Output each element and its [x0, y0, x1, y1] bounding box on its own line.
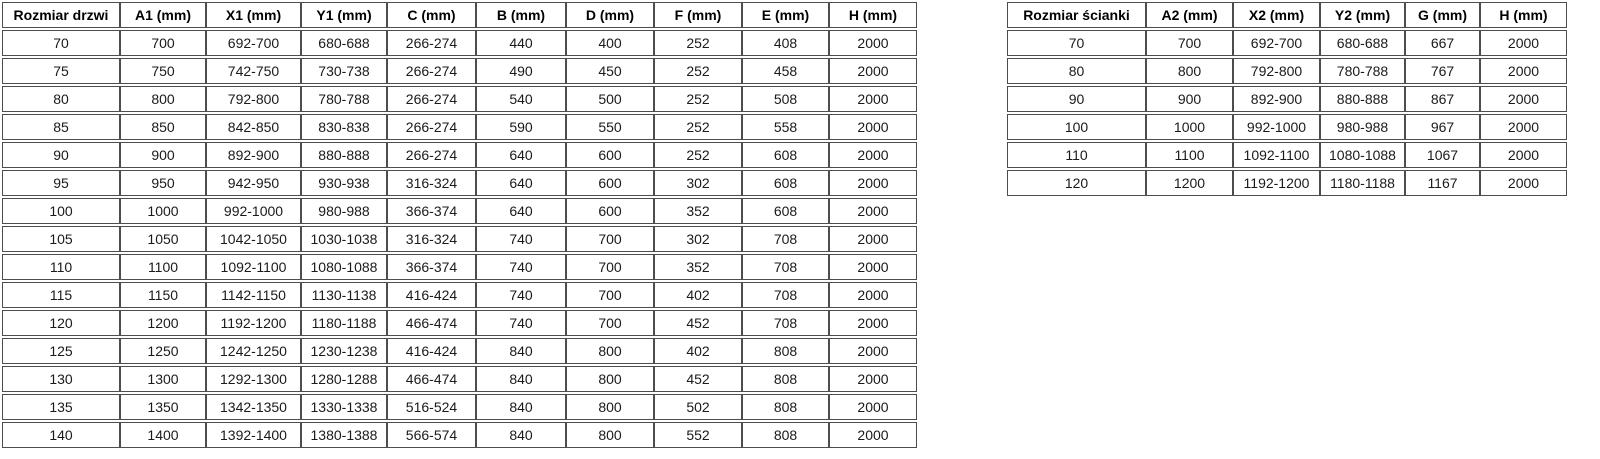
table-cell: 640 — [476, 198, 566, 224]
table-cell: 1000 — [1146, 114, 1233, 140]
column-header: D (mm) — [566, 2, 654, 28]
table-cell: 266-274 — [387, 30, 476, 56]
table-cell: 700 — [1146, 30, 1233, 56]
table-cell: 1030-1038 — [301, 226, 387, 252]
column-header: C (mm) — [387, 2, 476, 28]
table-cell: 1350 — [120, 394, 206, 420]
table-cell: 1092-1100 — [1233, 142, 1320, 168]
table-cell: 942-950 — [206, 170, 301, 196]
table-cell: 950 — [120, 170, 206, 196]
table-cell: 1280-1288 — [301, 366, 387, 392]
table-cell: 1100 — [1146, 142, 1233, 168]
table-cell: 708 — [742, 254, 829, 280]
table-cell: 2000 — [829, 58, 917, 84]
table-cell: 1042-1050 — [206, 226, 301, 252]
table-cell: 700 — [566, 310, 654, 336]
table-cell: 1300 — [120, 366, 206, 392]
table-cell: 80 — [2, 86, 120, 112]
table-cell: 252 — [654, 114, 742, 140]
table-cell: 400 — [566, 30, 654, 56]
table-cell: 1092-1100 — [206, 254, 301, 280]
table-cell: 708 — [742, 282, 829, 308]
table-cell: 450 — [566, 58, 654, 84]
table-cell: 1292-1300 — [206, 366, 301, 392]
table-cell: 808 — [742, 394, 829, 420]
table-cell: 416-424 — [387, 282, 476, 308]
table-cell: 590 — [476, 114, 566, 140]
table-cell: 880-888 — [1320, 86, 1405, 112]
table-cell: 840 — [476, 422, 566, 448]
table-cell: 2000 — [829, 338, 917, 364]
table-cell: 1250 — [120, 338, 206, 364]
table-cell: 1150 — [120, 282, 206, 308]
table-cell: 1230-1238 — [301, 338, 387, 364]
table-cell: 100 — [2, 198, 120, 224]
table-cell: 1080-1088 — [1320, 142, 1405, 168]
column-header: A2 (mm) — [1146, 2, 1233, 28]
table-cell: 800 — [566, 366, 654, 392]
table-cell: 792-800 — [206, 86, 301, 112]
table-row — [1007, 58, 1567, 84]
table-cell: 120 — [1007, 170, 1146, 196]
table-cell: 408 — [742, 30, 829, 56]
column-header: B (mm) — [476, 2, 566, 28]
column-header: Y1 (mm) — [301, 2, 387, 28]
table-cell: 700 — [566, 254, 654, 280]
table-cell: 800 — [566, 338, 654, 364]
table-cell: 1080-1088 — [301, 254, 387, 280]
table-cell: 2000 — [1480, 142, 1567, 168]
table-cell: 1167 — [1405, 170, 1480, 196]
table-cell: 416-424 — [387, 338, 476, 364]
table-cell: 800 — [566, 422, 654, 448]
table-cell: 266-274 — [387, 86, 476, 112]
column-header: Rozmiar drzwi — [2, 2, 120, 28]
table-cell: 500 — [566, 86, 654, 112]
table-cell: 266-274 — [387, 142, 476, 168]
table-cell: 2000 — [829, 422, 917, 448]
table-cell: 808 — [742, 338, 829, 364]
table-cell: 100 — [1007, 114, 1146, 140]
table-cell: 2000 — [1480, 58, 1567, 84]
door-dimensions-table — [2, 0, 917, 450]
table-row — [2, 282, 917, 308]
wall-table-header-row — [1007, 2, 1567, 28]
table-row — [2, 254, 917, 280]
table-cell: 980-988 — [301, 198, 387, 224]
table-cell: 550 — [566, 114, 654, 140]
table-cell: 110 — [1007, 142, 1146, 168]
table-row — [2, 30, 917, 56]
table-cell: 692-700 — [206, 30, 301, 56]
table-cell: 840 — [476, 338, 566, 364]
table-cell: 840 — [476, 366, 566, 392]
table-cell: 708 — [742, 310, 829, 336]
table-cell: 680-688 — [301, 30, 387, 56]
table-cell: 252 — [654, 142, 742, 168]
wall-dimensions-table — [1007, 0, 1567, 198]
table-cell: 1200 — [1146, 170, 1233, 196]
table-cell: 70 — [1007, 30, 1146, 56]
table-cell: 730-738 — [301, 58, 387, 84]
table-cell: 608 — [742, 170, 829, 196]
table-row — [2, 226, 917, 252]
table-cell: 2000 — [1480, 170, 1567, 196]
table-cell: 490 — [476, 58, 566, 84]
table-cell: 1142-1150 — [206, 282, 301, 308]
table-cell: 780-788 — [301, 86, 387, 112]
table-cell: 740 — [476, 282, 566, 308]
table-cell: 800 — [120, 86, 206, 112]
table-cell: 1180-1188 — [1320, 170, 1405, 196]
table-cell: 600 — [566, 198, 654, 224]
table-cell: 892-900 — [206, 142, 301, 168]
table-cell: 70 — [2, 30, 120, 56]
table-cell: 508 — [742, 86, 829, 112]
table-cell: 2000 — [829, 254, 917, 280]
table-cell: 980-988 — [1320, 114, 1405, 140]
table-cell: 850 — [120, 114, 206, 140]
table-cell: 1180-1188 — [301, 310, 387, 336]
table-cell: 1392-1400 — [206, 422, 301, 448]
table-row — [2, 394, 917, 420]
table-cell: 840 — [476, 394, 566, 420]
table-cell: 800 — [1146, 58, 1233, 84]
table-cell: 608 — [742, 142, 829, 168]
table-cell: 742-750 — [206, 58, 301, 84]
table-cell: 2000 — [1480, 114, 1567, 140]
table-cell: 458 — [742, 58, 829, 84]
table-cell: 110 — [2, 254, 120, 280]
table-cell: 1130-1138 — [301, 282, 387, 308]
table-cell: 792-800 — [1233, 58, 1320, 84]
table-cell: 740 — [476, 310, 566, 336]
table-row — [2, 310, 917, 336]
table-cell: 700 — [120, 30, 206, 56]
table-row — [2, 338, 917, 364]
table-cell: 440 — [476, 30, 566, 56]
table-row — [1007, 86, 1567, 112]
table-row — [1007, 170, 1567, 196]
table-cell: 750 — [120, 58, 206, 84]
table-cell: 105 — [2, 226, 120, 252]
table-cell: 880-888 — [301, 142, 387, 168]
table-cell: 2000 — [829, 198, 917, 224]
table-cell: 2000 — [829, 30, 917, 56]
table-cell: 2000 — [829, 394, 917, 420]
table-cell: 740 — [476, 226, 566, 252]
table-cell: 2000 — [829, 170, 917, 196]
table-cell: 2000 — [829, 142, 917, 168]
table-cell: 125 — [2, 338, 120, 364]
table-cell: 466-474 — [387, 310, 476, 336]
table-cell: 252 — [654, 58, 742, 84]
column-header: Y2 (mm) — [1320, 2, 1405, 28]
column-header: X2 (mm) — [1233, 2, 1320, 28]
table-cell: 316-324 — [387, 226, 476, 252]
table-cell: 608 — [742, 198, 829, 224]
table-row — [2, 170, 917, 196]
table-row — [1007, 142, 1567, 168]
table-cell: 740 — [476, 254, 566, 280]
table-cell: 85 — [2, 114, 120, 140]
table-cell: 1400 — [120, 422, 206, 448]
table-cell: 252 — [654, 86, 742, 112]
table-cell: 252 — [654, 30, 742, 56]
table-cell: 2000 — [829, 310, 917, 336]
table-cell: 780-788 — [1320, 58, 1405, 84]
table-cell: 2000 — [829, 366, 917, 392]
table-cell: 2000 — [829, 86, 917, 112]
table-cell: 2000 — [1480, 86, 1567, 112]
table-cell: 552 — [654, 422, 742, 448]
table-cell: 2000 — [829, 282, 917, 308]
table-cell: 402 — [654, 338, 742, 364]
table-cell: 95 — [2, 170, 120, 196]
table-cell: 967 — [1405, 114, 1480, 140]
table-cell: 600 — [566, 170, 654, 196]
table-cell: 516-524 — [387, 394, 476, 420]
table-cell: 452 — [654, 310, 742, 336]
table-cell: 316-324 — [387, 170, 476, 196]
table-row — [2, 198, 917, 224]
table-cell: 900 — [120, 142, 206, 168]
table-cell: 90 — [2, 142, 120, 168]
table-cell: 1330-1338 — [301, 394, 387, 420]
table-row — [2, 142, 917, 168]
table-cell: 600 — [566, 142, 654, 168]
table-row — [2, 58, 917, 84]
table-cell: 90 — [1007, 86, 1146, 112]
table-cell: 692-700 — [1233, 30, 1320, 56]
table-cell: 830-838 — [301, 114, 387, 140]
column-header: Rozmiar ścianki — [1007, 2, 1146, 28]
table-cell: 540 — [476, 86, 566, 112]
table-cell: 1192-1200 — [1233, 170, 1320, 196]
table-cell: 1067 — [1405, 142, 1480, 168]
table-cell: 120 — [2, 310, 120, 336]
table-cell: 402 — [654, 282, 742, 308]
table-cell: 700 — [566, 226, 654, 252]
table-cell: 767 — [1405, 58, 1480, 84]
table-cell: 352 — [654, 254, 742, 280]
table-cell: 366-374 — [387, 198, 476, 224]
table-cell: 808 — [742, 422, 829, 448]
column-header: G (mm) — [1405, 2, 1480, 28]
table-cell: 135 — [2, 394, 120, 420]
column-header: E (mm) — [742, 2, 829, 28]
table-cell: 558 — [742, 114, 829, 140]
table-cell: 930-938 — [301, 170, 387, 196]
table-cell: 992-1000 — [1233, 114, 1320, 140]
door-table-header-row — [2, 2, 917, 28]
table-row — [2, 366, 917, 392]
table-cell: 1342-1350 — [206, 394, 301, 420]
table-cell: 900 — [1146, 86, 1233, 112]
table-row — [2, 114, 917, 140]
table-cell: 2000 — [829, 226, 917, 252]
column-header: X1 (mm) — [206, 2, 301, 28]
table-cell: 352 — [654, 198, 742, 224]
table-cell: 842-850 — [206, 114, 301, 140]
table-row — [2, 86, 917, 112]
table-row — [2, 422, 917, 448]
table-cell: 302 — [654, 170, 742, 196]
table-cell: 266-274 — [387, 58, 476, 84]
table-cell: 80 — [1007, 58, 1146, 84]
table-cell: 1192-1200 — [206, 310, 301, 336]
table-cell: 1000 — [120, 198, 206, 224]
table-cell: 640 — [476, 170, 566, 196]
table-cell: 115 — [2, 282, 120, 308]
table-cell: 302 — [654, 226, 742, 252]
table-cell: 680-688 — [1320, 30, 1405, 56]
table-cell: 466-474 — [387, 366, 476, 392]
table-cell: 266-274 — [387, 114, 476, 140]
table-row — [1007, 30, 1567, 56]
table-cell: 867 — [1405, 86, 1480, 112]
table-cell: 1242-1250 — [206, 338, 301, 364]
table-cell: 1050 — [120, 226, 206, 252]
table-row — [1007, 114, 1567, 140]
table-cell: 452 — [654, 366, 742, 392]
table-cell: 800 — [566, 394, 654, 420]
table-cell: 992-1000 — [206, 198, 301, 224]
column-header: H (mm) — [829, 2, 917, 28]
column-header: F (mm) — [654, 2, 742, 28]
table-cell: 808 — [742, 366, 829, 392]
table-cell: 892-900 — [1233, 86, 1320, 112]
table-cell: 700 — [566, 282, 654, 308]
table-cell: 75 — [2, 58, 120, 84]
table-cell: 667 — [1405, 30, 1480, 56]
column-header: H (mm) — [1480, 2, 1567, 28]
table-cell: 640 — [476, 142, 566, 168]
table-cell: 366-374 — [387, 254, 476, 280]
column-header: A1 (mm) — [120, 2, 206, 28]
table-cell: 566-574 — [387, 422, 476, 448]
table-cell: 2000 — [829, 114, 917, 140]
table-cell: 1200 — [120, 310, 206, 336]
table-cell: 502 — [654, 394, 742, 420]
table-cell: 2000 — [1480, 30, 1567, 56]
table-cell: 1100 — [120, 254, 206, 280]
table-cell: 708 — [742, 226, 829, 252]
table-cell: 130 — [2, 366, 120, 392]
table-cell: 140 — [2, 422, 120, 448]
table-cell: 1380-1388 — [301, 422, 387, 448]
